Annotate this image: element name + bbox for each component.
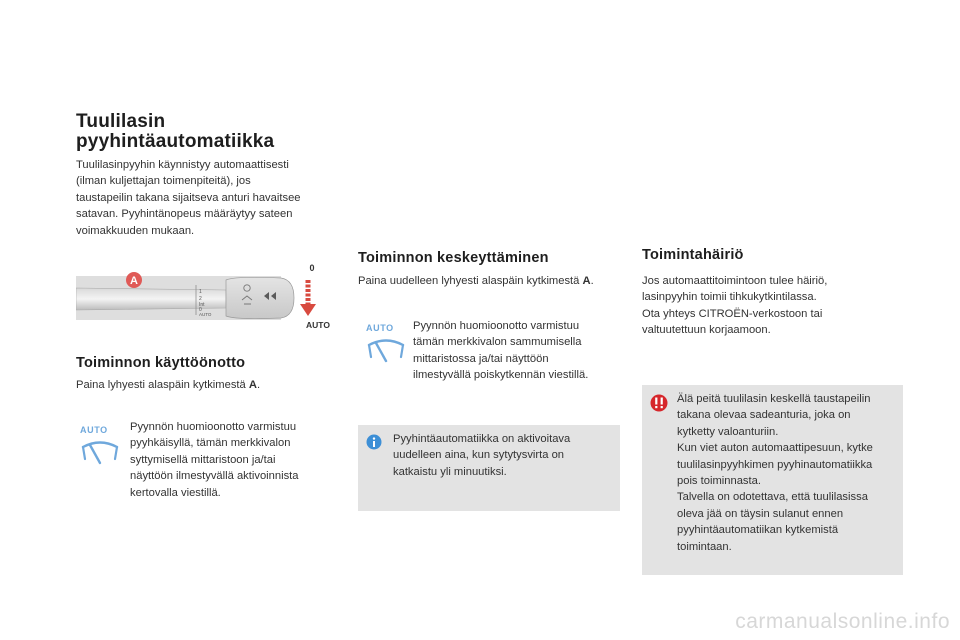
deactivation-confirm-line: tämän merkkivalon sammumisella xyxy=(413,336,582,349)
page-title-line1: Tuulilasin xyxy=(76,111,166,132)
page-title xyxy=(76,112,356,152)
info-note xyxy=(358,425,620,511)
deactivation-confirm-line: Pyynnön huomioonotto varmistuu xyxy=(413,320,580,332)
info-note-line: katkaistu yli minuutiksi. xyxy=(393,465,507,478)
warning-note-line: pyyhintäautomatiikan kytkemistä xyxy=(677,524,839,537)
activation-instruction-key: A xyxy=(248,379,257,391)
info-icon xyxy=(366,434,382,450)
auto-wiper-label: AUTO xyxy=(366,323,394,333)
warning-note-text xyxy=(677,391,901,555)
malfunction-line: Ota yhteys CITROËN-verkostoon tai xyxy=(642,307,823,320)
warning-note-line: toimintaan. xyxy=(677,540,732,553)
warning-note-line: Älä peitä tuulilasin keskellä taustapeilin xyxy=(677,393,871,405)
activation-heading: Toiminnon käyttöönotto xyxy=(76,355,246,371)
malfunction-text xyxy=(642,273,902,339)
auto-wiper-indicator-off xyxy=(366,323,410,373)
warning-icon xyxy=(650,394,668,412)
callout-a-label: A xyxy=(130,275,138,287)
warning-note-line: takana olevaa sadeanturia, joka on xyxy=(677,409,851,422)
auto-wiper-indicator xyxy=(80,425,124,475)
activation-instruction-text: Paina lyhyesti alaspäin kytkimestä xyxy=(76,379,249,391)
warning-note-line: Talvella on odotettava, että tuulilasissa xyxy=(677,491,868,504)
malfunction-heading: Toimintahäiriö xyxy=(642,247,744,263)
stalk-label: Int xyxy=(199,302,205,308)
warning-note-line: Kun viet auton automaattipesuun, kytke xyxy=(677,442,873,455)
warning-note-line: kytketty valoanturiin. xyxy=(677,425,779,438)
activation-confirmation xyxy=(130,419,345,501)
activation-confirm-line: näyttöön ilmestyvällä aktivoinnista xyxy=(130,470,299,483)
activation-confirm-line: syttymisellä mittaristoon ja/tai xyxy=(130,453,276,466)
deactivation-confirmation xyxy=(413,318,628,384)
stalk-label: 2 xyxy=(199,296,202,302)
stalk-position-zero: 0 xyxy=(309,263,315,273)
warning-note-line: tuulilasinpyyhkimen pyyhinautomatiikka xyxy=(677,458,873,471)
wiper-stalk-illustration xyxy=(76,258,336,338)
warning-note-line: pois toiminnasta. xyxy=(677,475,761,488)
intro-line: voimakkuuden mukaan. xyxy=(76,224,195,237)
stalk-label: 1 xyxy=(199,289,202,295)
stalk-label: AUTO xyxy=(199,312,212,317)
deactivation-instruction xyxy=(358,273,638,289)
stalk-auto-label: AUTO xyxy=(306,320,330,330)
intro-line: taustapeilin takana sijaitseva anturi havaitsee xyxy=(76,191,301,204)
activation-confirm-line: pyyhkäisyllä, tämän merkkivalon xyxy=(130,437,291,450)
auto-wiper-icon xyxy=(80,437,120,467)
info-note-line: uudelleen aina, kun sytytysvirta on xyxy=(393,449,565,462)
deactivation-heading: Toiminnon keskeyttäminen xyxy=(358,250,549,266)
deactivation-instruction-end: . xyxy=(590,275,594,287)
warning-note-line: oleva jää on täysin sulanut ennen xyxy=(677,507,844,520)
malfunction-line: valtuutettuun korjaamoon. xyxy=(642,324,771,337)
activation-confirm-line: kertovalla viestillä. xyxy=(130,486,221,499)
warning-note xyxy=(642,385,903,575)
deactivation-instruction-key: A xyxy=(582,275,591,287)
info-note-text xyxy=(393,431,613,480)
watermark: carmanualsonline.info xyxy=(735,610,950,633)
activation-instruction xyxy=(76,377,346,393)
stalk-label: 0 xyxy=(199,307,202,313)
page-title-line2: pyyhintäautomatiikka xyxy=(76,131,275,152)
deactivation-instruction-text: Paina uudelleen lyhyesti alaspäin kytkimestä xyxy=(358,275,583,287)
activation-instruction-end: . xyxy=(256,379,261,391)
intro-line: satavan. Pyyhintänopeus määräytyy sateen xyxy=(76,208,293,221)
auto-wiper-label: AUTO xyxy=(80,425,108,435)
intro-line: (ilman kuljettajan toimenpiteitä), jos xyxy=(76,175,251,188)
activation-confirm-line: Pyynnön huomioonotto varmistuu xyxy=(130,421,297,433)
malfunction-line: Jos automaattitoimintoon tulee häiriö, xyxy=(642,275,828,287)
deactivation-confirm-line: mittaristossa ja/tai näyttöön xyxy=(413,352,549,365)
info-note-line: Pyyhintäautomatiikka on aktivoitava xyxy=(393,433,571,445)
malfunction-line: lasinpyyhin toimii tihkukytkintilassa. xyxy=(642,291,817,304)
auto-wiper-icon xyxy=(366,335,406,365)
deactivation-confirm-line: ilmestyvällä poiskytkennän viestillä. xyxy=(413,369,589,382)
intro-paragraph xyxy=(76,157,346,239)
wiper-stalk-image xyxy=(76,258,336,338)
intro-line: Tuulilasinpyyhin käynnistyy automaattisesti xyxy=(76,159,289,171)
